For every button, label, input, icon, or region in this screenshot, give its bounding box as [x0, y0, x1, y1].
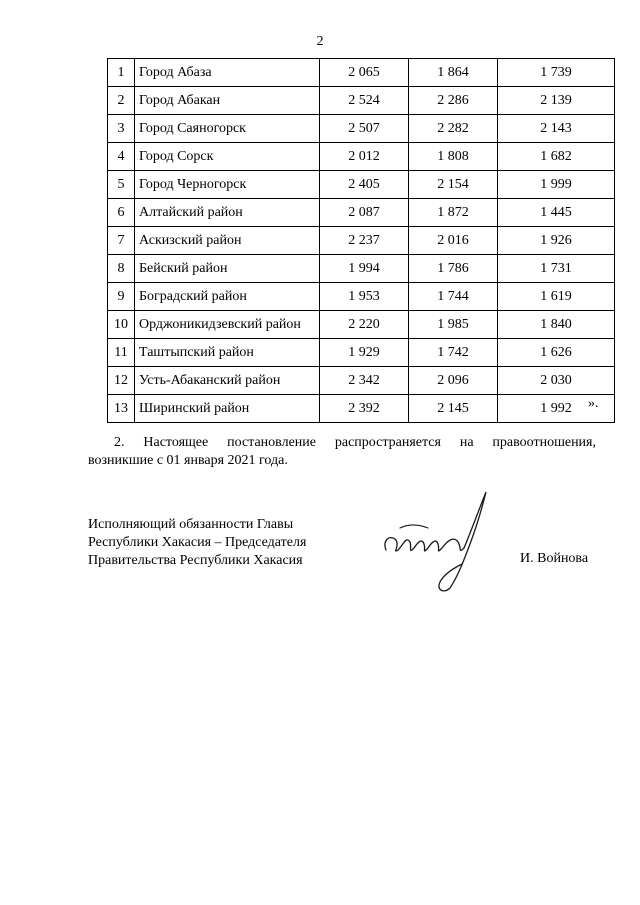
row-number-cell: 6 — [108, 199, 135, 227]
value-cell-1: 2 405 — [320, 171, 409, 199]
signatory-title-line-3: Правительства Республики Хакасия — [88, 553, 303, 568]
value-cell-1: 2 507 — [320, 115, 409, 143]
table-row — [108, 171, 615, 199]
value-cell-2: 1 742 — [409, 339, 498, 367]
row-number-cell: 13 — [108, 395, 135, 423]
row-number-cell: 9 — [108, 283, 135, 311]
district-name-cell: Орджоникидзевский район — [135, 311, 320, 339]
row-number-cell: 2 — [108, 87, 135, 115]
district-name-cell: Усть-Абаканский район — [135, 367, 320, 395]
district-name-cell: Город Абаза — [135, 59, 320, 87]
table-row — [108, 115, 615, 143]
row-number-cell: 3 — [108, 115, 135, 143]
table-row — [108, 311, 615, 339]
table-row — [108, 143, 615, 171]
signatory-title-line-2: Республики Хакасия – Председателя — [88, 535, 307, 550]
table-row — [108, 283, 615, 311]
district-name-cell: Ширинский район — [135, 395, 320, 423]
table-row — [108, 395, 615, 423]
value-cell-2: 1 786 — [409, 255, 498, 283]
paragraph-line-2: возникшие с 01 января 2021 года. — [88, 453, 288, 468]
value-cell-2: 2 016 — [409, 227, 498, 255]
table-row — [108, 59, 615, 87]
value-cell-1: 1 994 — [320, 255, 409, 283]
table-row — [108, 227, 615, 255]
district-name-cell: Бейский район — [135, 255, 320, 283]
value-cell-3: 1 926 — [498, 227, 615, 255]
value-cell-2: 1 808 — [409, 143, 498, 171]
value-cell-3: 1 445 — [498, 199, 615, 227]
value-cell-3: 1 731 — [498, 255, 615, 283]
value-cell-1: 2 524 — [320, 87, 409, 115]
value-cell-1: 1 953 — [320, 283, 409, 311]
row-number-cell: 10 — [108, 311, 135, 339]
value-cell-1: 2 065 — [320, 59, 409, 87]
row-number-cell: 7 — [108, 227, 135, 255]
district-name-cell: Город Сорск — [135, 143, 320, 171]
value-cell-1: 2 012 — [320, 143, 409, 171]
districts-table-body — [108, 59, 615, 423]
value-cell-3: 1 619 — [498, 283, 615, 311]
district-name-cell: Алтайский район — [135, 199, 320, 227]
value-cell-1: 2 237 — [320, 227, 409, 255]
value-cell-3: 1 992 — [498, 395, 615, 423]
row-number-cell: 1 — [108, 59, 135, 87]
value-cell-3: 1 999 — [498, 171, 615, 199]
signatory-title-line-1: Исполняющий обязанности Главы — [88, 517, 294, 532]
value-cell-1: 1 929 — [320, 339, 409, 367]
value-cell-2: 2 154 — [409, 171, 498, 199]
districts-table — [107, 58, 615, 423]
closing-quote: ». — [588, 396, 599, 411]
value-cell-2: 2 096 — [409, 367, 498, 395]
value-cell-2: 1 744 — [409, 283, 498, 311]
value-cell-1: 2 342 — [320, 367, 409, 395]
signatory-title — [88, 516, 306, 570]
district-name-cell: Таштыпский район — [135, 339, 320, 367]
value-cell-2: 2 145 — [409, 395, 498, 423]
value-cell-1: 2 220 — [320, 311, 409, 339]
row-number-cell: 11 — [108, 339, 135, 367]
value-cell-3: 1 840 — [498, 311, 615, 339]
value-cell-1: 2 087 — [320, 199, 409, 227]
table-row — [108, 87, 615, 115]
value-cell-3: 2 030 — [498, 367, 615, 395]
table-row — [108, 339, 615, 367]
value-cell-1: 2 392 — [320, 395, 409, 423]
value-cell-3: 1 682 — [498, 143, 615, 171]
handwritten-signature — [378, 488, 498, 598]
value-cell-2: 2 282 — [409, 115, 498, 143]
value-cell-3: 1 739 — [498, 59, 615, 87]
district-name-cell: Аскизский район — [135, 227, 320, 255]
table-row — [108, 367, 615, 395]
district-name-cell: Город Черногорск — [135, 171, 320, 199]
row-number-cell: 5 — [108, 171, 135, 199]
value-cell-2: 1 864 — [409, 59, 498, 87]
paragraph-line-1: 2. Настоящее постановление распространяется на правоотношения, — [114, 435, 596, 450]
row-number-cell: 4 — [108, 143, 135, 171]
paragraph-applicability — [88, 434, 596, 470]
value-cell-3: 1 626 — [498, 339, 615, 367]
page-number: 2 — [316, 34, 324, 49]
value-cell-3: 2 143 — [498, 115, 615, 143]
table-row — [108, 199, 615, 227]
table-row — [108, 255, 615, 283]
district-name-cell: Город Абакан — [135, 87, 320, 115]
row-number-cell: 12 — [108, 367, 135, 395]
value-cell-2: 2 286 — [409, 87, 498, 115]
district-name-cell: Город Саяногорск — [135, 115, 320, 143]
value-cell-2: 1 872 — [409, 199, 498, 227]
row-number-cell: 8 — [108, 255, 135, 283]
signer-name: И. Войнова — [520, 551, 589, 566]
value-cell-2: 1 985 — [409, 311, 498, 339]
value-cell-3: 2 139 — [498, 87, 615, 115]
district-name-cell: Боградский район — [135, 283, 320, 311]
